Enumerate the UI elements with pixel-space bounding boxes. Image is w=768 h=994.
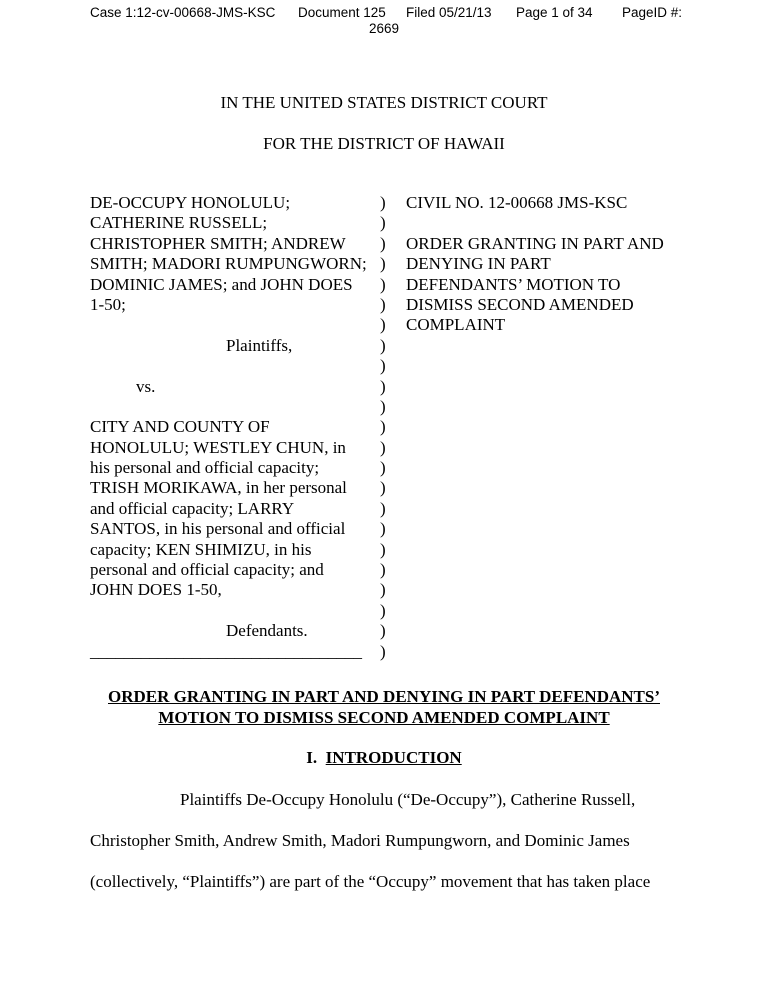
- caption-line: [90, 397, 380, 417]
- body-line-2: Christopher Smith, Andrew Smith, Madori Rumpungworn, and Dominic James: [90, 831, 630, 850]
- plaintiffs-label: Plaintiffs,: [226, 335, 293, 355]
- header-pageid-label: PageID #:: [622, 5, 683, 20]
- caption-signature-line: ________________________________: [90, 641, 362, 661]
- caption-line: [90, 315, 380, 335]
- caption-line: 1-50;: [90, 294, 126, 314]
- header-page-count: Page 1 of 34: [516, 5, 593, 20]
- body-line-3: (collectively, “Plaintiffs”) are part of the “Occupy” movement that has taken place: [90, 872, 651, 891]
- court-district: FOR THE DISTRICT OF HAWAII: [263, 134, 505, 153]
- caption-paren: ): [380, 641, 386, 661]
- header-document-number: Document 125: [298, 5, 386, 20]
- caption-line: CATHERINE RUSSELL;: [90, 213, 268, 233]
- defendants-label: Defendants.: [226, 621, 308, 641]
- order-title-line: DENYING IN PART: [406, 254, 551, 274]
- caption-paren: ): [380, 417, 386, 437]
- header-filed-date: Filed 05/21/13: [406, 5, 492, 20]
- caption-paren: ): [380, 560, 386, 580]
- caption-paren: ): [380, 213, 386, 233]
- caption-case-info: [406, 193, 726, 336]
- order-title-line-1: ORDER GRANTING IN PART AND DENYING IN PART DEFENDANTS’: [108, 687, 660, 706]
- caption-line: CITY AND COUNTY OF: [90, 417, 270, 437]
- caption-line: HONOLULU; WESTLEY CHUN, in: [90, 437, 346, 457]
- caption-paren: ): [380, 335, 386, 355]
- order-title-line-2: MOTION TO DISMISS SECOND AMENDED COMPLAINT: [158, 708, 610, 727]
- section-title: INTRODUCTION: [325, 748, 462, 767]
- civil-number: CIVIL NO. 12-00668 JMS-KSC: [406, 193, 628, 212]
- caption-paren: ): [380, 294, 386, 314]
- caption-parties: [90, 193, 380, 662]
- caption-line: [90, 601, 380, 621]
- caption-line: DE-OCCUPY HONOLULU;: [90, 193, 291, 212]
- caption-paren-column: [380, 193, 392, 662]
- caption-paren: ): [380, 539, 386, 559]
- caption-paren: ): [380, 437, 386, 457]
- order-title-line: COMPLAINT: [406, 315, 506, 335]
- section-heading: [0, 748, 768, 768]
- caption-paren: ): [380, 356, 386, 376]
- caption-paren: ): [380, 254, 386, 274]
- caption-paren: ): [380, 396, 386, 416]
- caption-line: DOMINIC JAMES; and JOHN DOES: [90, 274, 353, 294]
- section-number: I.: [306, 748, 318, 767]
- order-title-line: DISMISS SECOND AMENDED: [406, 294, 634, 314]
- order-title-line: DEFENDANTS’ MOTION TO: [406, 274, 621, 294]
- caption-line: CHRISTOPHER SMITH; ANDREW: [90, 233, 346, 253]
- court-name: IN THE UNITED STATES DISTRICT COURT: [220, 93, 548, 112]
- caption-line: SMITH; MADORI RUMPUNGWORN;: [90, 254, 367, 274]
- caption-paren: ): [380, 233, 386, 253]
- caption-line: his personal and official capacity;: [90, 458, 320, 478]
- caption-paren: ): [380, 498, 386, 518]
- versus-label: vs.: [136, 376, 156, 396]
- caption-paren: ): [380, 458, 386, 478]
- caption-paren: ): [380, 600, 386, 620]
- caption-paren: ): [380, 621, 386, 641]
- caption-line: capacity; KEN SHIMIZU, in his: [90, 539, 312, 559]
- caption-paren: ): [380, 478, 386, 498]
- caption-paren: ): [380, 519, 386, 539]
- caption-line: JOHN DOES 1-50,: [90, 580, 222, 600]
- header-pageid-number: 2669: [369, 21, 400, 36]
- body-line-1: Plaintiffs De-Occupy Honolulu (“De-Occupy”), Catherine Russell,: [180, 790, 636, 809]
- caption-line: SANTOS, in his personal and official: [90, 519, 346, 539]
- caption-line: [90, 356, 380, 376]
- caption-paren: ): [380, 376, 386, 396]
- caption-paren: ): [380, 274, 386, 294]
- caption-paren: ): [380, 315, 386, 335]
- caption-line: and official capacity; LARRY: [90, 498, 295, 518]
- caption-line: TRISH MORIKAWA, in her personal: [90, 478, 347, 498]
- order-title-line: ORDER GRANTING IN PART AND: [406, 233, 664, 253]
- caption-paren: ): [380, 580, 386, 600]
- header-case-number: Case 1:12-cv-00668-JMS-KSC: [90, 5, 276, 20]
- caption-paren: ): [380, 193, 386, 212]
- caption-line: personal and official capacity; and: [90, 560, 324, 580]
